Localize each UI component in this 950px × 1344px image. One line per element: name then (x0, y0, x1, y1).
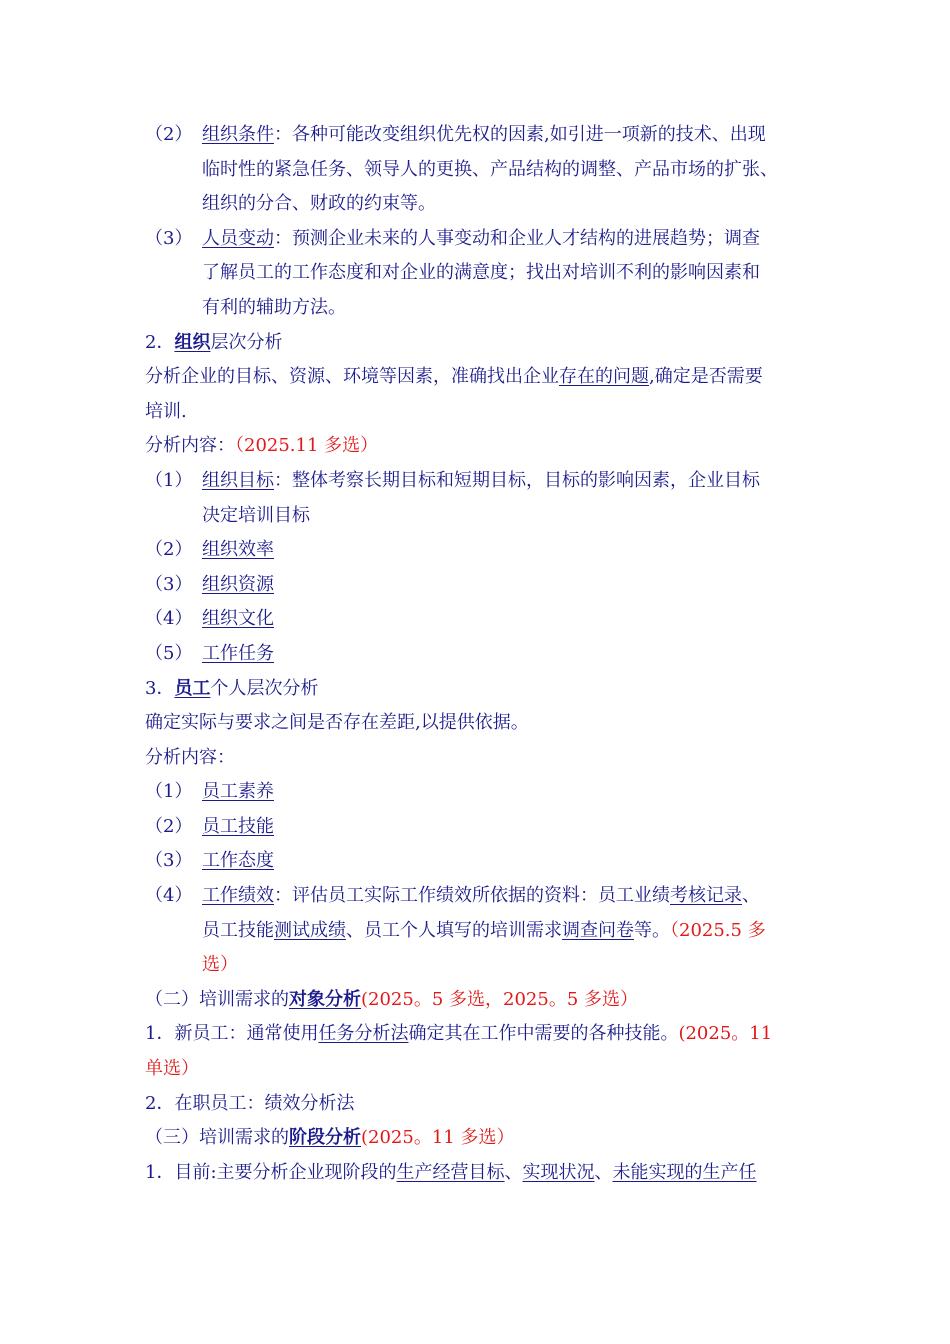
exam-note: (2025。11 (678, 1023, 773, 1045)
section-3-item-2 (145, 810, 825, 845)
item-3-line-1 (145, 222, 825, 257)
heading-object-analysis (145, 983, 825, 1018)
item-text: ：各种可能改变组织优先权的因素,如引进一项新的技术、出现 (274, 124, 766, 145)
section-2-item-2 (145, 533, 825, 568)
section-2-description-line-2: 培训. (145, 400, 187, 422)
item-2-line-2: 临时性的紧急任务、领导人的更换、产品结构的调整、产品市场的扩张、 (202, 158, 778, 180)
section-2-content-label (145, 429, 825, 464)
item-2-line-1 (145, 118, 825, 153)
item-number: （1） (145, 781, 193, 803)
section-3-item-4 (145, 879, 825, 914)
item-label: 员工技能 (202, 815, 274, 837)
section-keyword: 组织 (174, 331, 211, 353)
new-employee-line (145, 1017, 825, 1052)
item-number: （3） (145, 850, 193, 872)
body-text: 1．新员工：通常使用 (145, 1023, 319, 1045)
body-text: 确定其在工作中需要的各种技能。 (408, 1023, 679, 1045)
body-underlined: 未能实现的生产任 (612, 1161, 757, 1183)
body-underlined: 生产经营目标 (396, 1161, 505, 1183)
item-label: 组织文化 (202, 608, 274, 630)
item-number: （1） (145, 469, 193, 491)
separator: 、 (504, 1161, 523, 1183)
in-service-employee-line: 2．在职员工：绩效分析法 (145, 1092, 355, 1114)
item-label: 组织资源 (202, 573, 274, 595)
exam-note: （2025.5 多 (670, 919, 766, 941)
section-3-item-1 (145, 775, 825, 810)
item-number: （2） (145, 539, 193, 561)
section-3-content-label: 分析内容： (145, 746, 235, 768)
item-text: 、 (742, 885, 760, 907)
item-label: 人员变动 (202, 227, 274, 249)
section-2-item-4 (145, 602, 825, 637)
document-page (145, 118, 825, 1190)
item-number: （2） (145, 124, 193, 145)
section-3-item-4-line-3 (145, 948, 825, 983)
item-label: 工作任务 (202, 642, 274, 664)
section-title: 层次分析 (210, 331, 283, 353)
exam-note: (2025。5 多选，2025。5 多选） (361, 988, 638, 1010)
section-3-heading (145, 672, 825, 707)
heading-text: （三）培训需求的 (145, 1127, 289, 1149)
section-2-heading (145, 326, 825, 361)
new-employee-line-2 (145, 1052, 825, 1087)
item-3-line-2: 了解员工的工作态度和对企业的满意度；找出对培训不利的影响因素和 (202, 262, 760, 284)
desc-text: ,确定是否需要 (649, 366, 763, 388)
current-stage-line (145, 1156, 825, 1191)
item-number: （4） (145, 885, 193, 907)
heading-keyword: 对象分析 (289, 988, 361, 1010)
item-number: （5） (145, 642, 193, 664)
body-text: 1．目前:主要分析企业现阶段的 (145, 1161, 397, 1183)
item-number: （3） (145, 227, 193, 249)
section-3-description: 确定实际与要求之间是否存在差距,以提供依据。 (145, 712, 529, 734)
item-number: （2） (145, 815, 193, 837)
exam-note: 单选） (145, 1058, 199, 1080)
item-3-line-3: 有利的辅助方法。 (202, 296, 346, 318)
item-text: 员工技能 (202, 919, 274, 941)
desc-text: 分析企业的目标、资源、环境等因素，准确找出企业 (145, 366, 559, 388)
item-text: 等。 (634, 919, 670, 941)
item-number: （3） (145, 573, 193, 595)
item-text: 、员工个人填写的培训需求 (346, 919, 562, 941)
section-2-item-5 (145, 637, 825, 672)
heading-stage-analysis (145, 1121, 825, 1156)
body-underlined: 任务分析法 (318, 1023, 409, 1045)
item-2-line-3: 组织的分合、财政的约束等。 (202, 193, 436, 215)
section-title: 个人层次分析 (210, 677, 319, 699)
section-number: 3． (145, 677, 175, 699)
separator: 、 (594, 1161, 613, 1183)
section-2-item-1 (145, 464, 825, 499)
exam-note: (2025。11 多选） (361, 1127, 515, 1149)
item-label: 组织效率 (202, 539, 274, 561)
desc-underlined: 存在的问题 (559, 366, 649, 388)
item-text: ：评估员工实际工作绩效所依据的资料：员工业绩 (274, 885, 670, 907)
item-label: 组织条件 (202, 124, 274, 145)
exam-note: 选） (202, 954, 238, 976)
item-number: （4） (145, 608, 193, 630)
heading-text: （二）培训需求的 (145, 988, 289, 1010)
section-number: 2． (145, 331, 175, 353)
item-underlined: 测试成绩 (274, 919, 346, 941)
heading-keyword: 阶段分析 (289, 1127, 361, 1149)
content-label: 分析内容： (145, 435, 235, 457)
item-label: 工作态度 (202, 850, 274, 872)
item-label: 员工素养 (202, 781, 274, 803)
section-3-item-4-line-2 (145, 914, 825, 949)
exam-note: （2025.11 多选） (235, 435, 379, 457)
item-label: 工作绩效 (202, 885, 274, 907)
section-keyword: 员工 (174, 677, 211, 699)
section-2-description (145, 360, 825, 395)
section-2-item-1-line-2: 决定培训目标 (202, 504, 310, 526)
body-underlined: 实现状况 (522, 1161, 595, 1183)
item-label: 组织目标 (202, 469, 274, 491)
item-text: ：预测企业未来的人事变动和企业人才结构的进展趋势；调查 (274, 227, 760, 249)
item-underlined: 调查问卷 (562, 919, 634, 941)
item-underlined: 考核记录 (670, 885, 742, 907)
section-3-item-3 (145, 844, 825, 879)
item-text: ：整体考察长期目标和短期目标，目标的影响因素，企业目标 (274, 469, 760, 491)
section-2-item-3 (145, 568, 825, 603)
